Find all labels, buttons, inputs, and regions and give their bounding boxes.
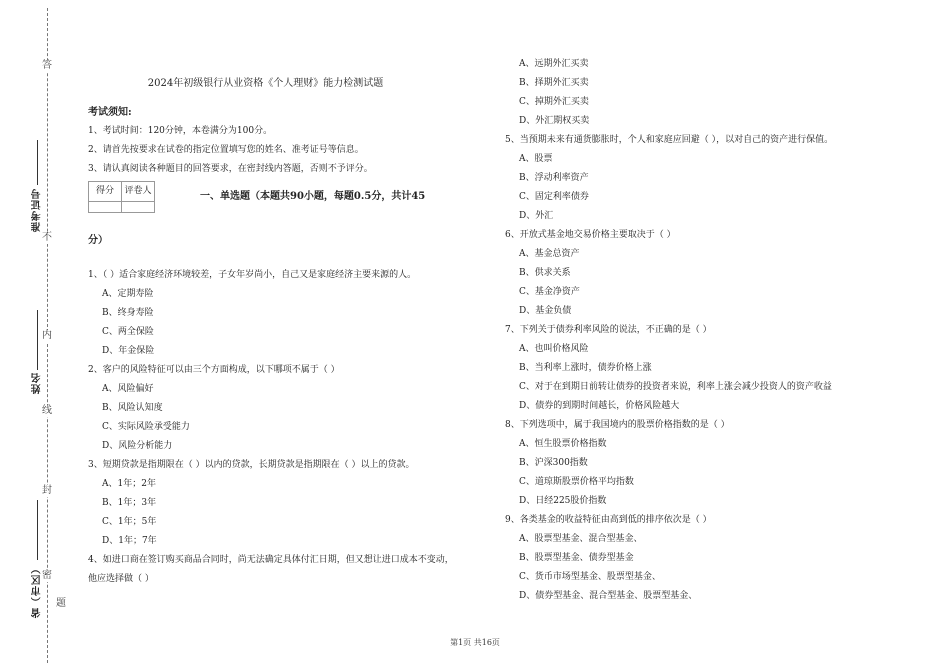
option: D、债券的到期时间越长，价格风险越大 — [519, 401, 680, 411]
question-6 — [505, 226, 885, 321]
question-stem: 2、客户的风险特征可以由三个方面构成，以下哪项不属于（ ） — [88, 365, 340, 375]
option: A、1年；2年 — [102, 479, 156, 489]
seal-char: 密 — [42, 570, 52, 581]
question-4 — [88, 551, 454, 589]
question-8 — [505, 416, 885, 511]
exam-title: 2024年初级银行从业资格《个人理财》能力检测试题 — [147, 78, 384, 89]
option: B、股票型基金、债券型基金 — [519, 553, 634, 563]
score-label: 得分 — [89, 182, 122, 202]
option: C、基金净资产 — [519, 287, 580, 297]
option: C、道琼斯股票价格平均指数 — [519, 477, 634, 487]
question-stem: 3、短期贷款是指期限在（ ）以内的贷款，长期贷款是指期限在（ ）以上的贷款。 — [88, 460, 415, 470]
left-column — [88, 70, 454, 589]
note-item: 2、请首先按要求在试卷的指定位置填写您的姓名、准考证号等信息。 — [88, 145, 364, 155]
option: D、年金保险 — [102, 346, 155, 356]
option: A、远期外汇买卖 — [519, 59, 589, 69]
option: A、也叫价格风险 — [519, 344, 589, 354]
seal-char: 线 — [42, 405, 52, 416]
option: B、浮动利率资产 — [519, 173, 589, 183]
field-underline — [37, 500, 38, 560]
binding-margin — [0, 0, 75, 671]
note-item: 3、请认真阅读各种题目的回答要求，在密封线内答题，否则不予评分。 — [88, 164, 373, 174]
question-1 — [88, 266, 448, 361]
option: B、择期外汇买卖 — [519, 78, 589, 88]
question-stem: 6、开放式基金地交易价格主要取决于（ ） — [505, 230, 676, 240]
option: B、当利率上涨时，债券价格上涨 — [519, 363, 652, 373]
section-heading-cont: 分） — [88, 235, 108, 246]
question-stem: 9、各类基金的收益特征由高到低的排序依次是（ ） — [505, 515, 712, 525]
score-section — [88, 181, 448, 213]
question-5 — [505, 131, 885, 226]
seal-char: 题 — [56, 598, 66, 609]
page-footer: 第1页 共16页 — [450, 638, 500, 647]
option: D、基金负债 — [519, 306, 572, 316]
field-underline — [37, 140, 38, 185]
question-4-options — [505, 55, 885, 131]
option: A、定期寿险 — [102, 289, 154, 299]
option: D、风险分析能力 — [102, 441, 173, 451]
field-underline — [37, 310, 38, 370]
question-stem: 1、（ ）适合家庭经济环境较差，子女年岁尚小，自己又是家庭经济主要来源的人。 — [88, 270, 417, 280]
option: D、1年；7年 — [102, 536, 157, 546]
exam-id-label: 准考证号 — [32, 188, 43, 232]
option: A、股票 — [519, 154, 553, 164]
option: C、两全保险 — [102, 327, 154, 337]
option: D、债券型基金、混合型基金、股票型基金、 — [519, 591, 698, 601]
score-cell[interactable] — [89, 202, 122, 213]
grader-label: 评卷人 — [122, 182, 155, 202]
question-stem: 7、下列关于债券利率风险的说法，不正确的是（ ） — [505, 325, 712, 335]
name-label: 姓名 — [32, 372, 43, 394]
option: B、1年；3年 — [102, 498, 157, 508]
option: A、风险偏好 — [102, 384, 154, 394]
option: C、货币市场型基金、股票型基金、 — [519, 572, 661, 582]
grader-cell[interactable] — [122, 202, 155, 213]
question-stem-cont: 他应选择做（ ） — [88, 574, 154, 584]
question-9 — [505, 511, 885, 606]
notes-heading: 考试须知: — [88, 107, 132, 118]
option: D、外汇期权买卖 — [519, 116, 590, 126]
option: A、基金总资产 — [519, 249, 580, 259]
note-item: 1、考试时间：120分钟，本卷满分为100分。 — [88, 126, 273, 136]
option: D、外汇 — [519, 211, 554, 221]
option: B、沪深300指数 — [519, 458, 588, 468]
score-table — [88, 181, 155, 213]
seal-char: 内 — [42, 330, 52, 341]
option: C、对于在到期日前转让债券的投资者来说，利率上涨会减少投资人的资产收益 — [519, 382, 832, 392]
option: A、股票型基金、混合型基金、 — [519, 534, 643, 544]
question-stem: 8、下列选项中，属于我国境内的股票价格指数的是（ ） — [505, 420, 730, 430]
section-heading: 一、单选题（本题共90小题，每题0.5分，共计45 — [200, 191, 426, 202]
right-column — [505, 55, 885, 606]
option: C、1年；5年 — [102, 517, 157, 527]
option: C、掉期外汇买卖 — [519, 97, 589, 107]
seal-char: 不 — [42, 232, 52, 243]
seal-char: 答 — [42, 60, 52, 71]
question-stem: 5、当预期未来有通货膨胀时，个人和家庭应回避（ ），以对自己的资产进行保值。 — [505, 135, 834, 145]
option: D、日经225股价指数 — [519, 496, 607, 506]
option: A、恒生股票价格指数 — [519, 439, 607, 449]
question-2 — [88, 361, 448, 456]
question-stem: 4、如进口商在签订购买商品合同时，尚无法确定具体付汇日期，但又想让进口成本不变动， — [88, 555, 454, 565]
option: C、实际风险承受能力 — [102, 422, 190, 432]
province-label: 省（市区） — [32, 563, 43, 618]
option: B、风险认知度 — [102, 403, 163, 413]
option: B、终身寿险 — [102, 308, 154, 318]
seal-char: 封 — [42, 485, 52, 496]
question-3 — [88, 456, 448, 551]
option: B、供求关系 — [519, 268, 571, 278]
question-7 — [505, 321, 885, 416]
option: C、固定利率债券 — [519, 192, 589, 202]
